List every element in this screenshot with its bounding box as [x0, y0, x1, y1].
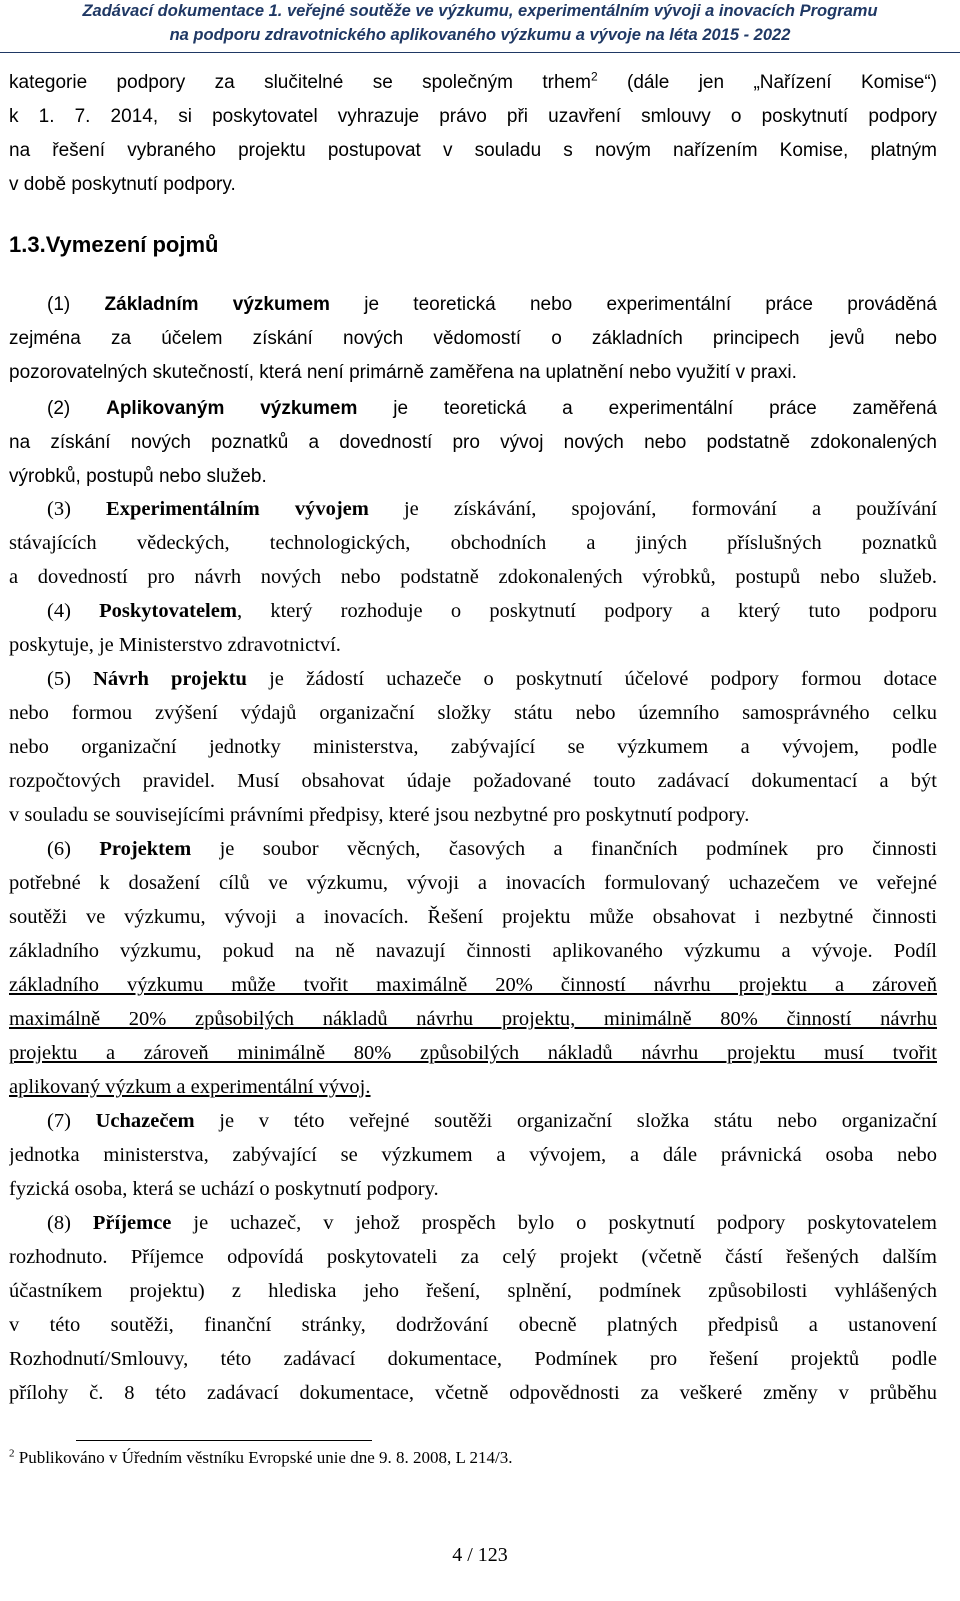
definition-paragraph-2 [9, 392, 937, 494]
defined-term: Aplikovaným výzkumem [106, 398, 358, 419]
defined-term: Poskytovatelem [99, 600, 237, 622]
definition-paragraph-1 [9, 288, 937, 390]
definition-paragraph-5 [9, 662, 937, 832]
intro-line [9, 66, 937, 100]
paragraph-line: zejména za účelem získání nových vědomostí o základních principech jevů nebo [9, 328, 937, 349]
paragraph-line: potřebné k dosažení cílů ve výzkumu, vývoji a inovacích formulovaný uchazečem ve veřejné [9, 872, 937, 894]
paragraph-line: poskytuje, je Ministerstvo zdravotnictví. [9, 634, 341, 656]
intro-text: (dále jen „Nařízení Komise“) [597, 72, 937, 93]
paragraph-line [9, 832, 937, 866]
paragraph-line [9, 594, 937, 628]
paragraph-text: je teoretická a experimentální práce zaměřená [357, 398, 937, 419]
footnote-reference[interactable]: 2 [590, 69, 598, 84]
underlined-line: projektu a zároveň minimálně 80% způsobilých nákladů návrhu projektu musí tvořit [9, 1042, 937, 1064]
defined-term: Příjemce [92, 1212, 172, 1234]
paragraph-line: stávajících vědeckých, technologických, obchodních a jiných příslušných poznatků [9, 532, 937, 554]
footnote-mark: 2 [9, 1447, 15, 1460]
paragraph-line: základního výzkumu, pokud na ně navazují činnosti aplikovaného výzkumu a vývoje. Podíl [9, 940, 937, 962]
footnote-separator [76, 1440, 372, 1441]
intro-line: k 1. 7. 2014, si poskytovatel vyhrazuje právo při uzavření smlouvy o poskytnutí podpory [9, 106, 937, 127]
defined-term: Základním výzkumem [104, 294, 330, 315]
paragraph-line: nebo formou zvýšení výdajů organizační složky státu nebo územního samosprávného celku [9, 702, 937, 724]
paragraph-line [9, 492, 937, 526]
paragraph-text: je soubor věcných, časových a finančních podmínek pro činnosti [191, 838, 937, 860]
definition-paragraph-4 [9, 594, 937, 662]
paragraph-number: (6) [47, 838, 100, 860]
paragraph-line: Rozhodnutí/Smlouvy, této zadávací dokumentace, Podmínek pro řešení projektů podle [9, 1348, 937, 1370]
paragraph-line: a dovedností pro návrh nových nebo podstatně zdokonalených výrobků, postupů nebo služeb. [9, 566, 937, 588]
paragraph-line: rozhodnuto. Příjemce odpovídá poskytovateli za celý projekt (včetně částí řešených dalším [9, 1246, 937, 1268]
paragraph-number: (1) [47, 294, 105, 315]
underlined-line: základního výzkumu může tvořit maximálně 20% činností návrhu projektu a zároveň [9, 974, 937, 996]
paragraph-line: jednotka ministerstva, zabývající se výzkumem a vývojem, a dále právnická osoba nebo [9, 1144, 937, 1166]
header-divider [0, 52, 960, 53]
definition-paragraph-8 [9, 1206, 937, 1410]
intro-text: kategorie podpory za slučitelné se společným trhem [9, 72, 591, 93]
document-header-line-2: na podporu zdravotnického aplikovaného výzkumu a vývoje na léta 2015 - 2022 [169, 26, 791, 44]
definition-paragraph-7 [9, 1104, 937, 1206]
paragraph-text: , který rozhoduje o poskytnutí podpory a který tuto podporu [236, 600, 937, 622]
paragraph-text: je žádostí uchazeče o poskytnutí účelové podpory formou dotace [246, 668, 937, 690]
paragraph-text: je teoretická nebo experimentální práce prováděná [329, 294, 937, 315]
paragraph-line: přílohy č. 8 této zadávací dokumentace, včetně odpovědnosti za veškeré změny v průběhu [9, 1382, 937, 1404]
paragraph-line: výrobků, postupů nebo služeb. [9, 466, 267, 487]
paragraph-number: (3) [47, 498, 107, 520]
section-title: Vymezení pojmů [45, 232, 219, 257]
paragraph-line [9, 288, 937, 322]
paragraph-text: je v této veřejné soutěži organizační složka státu nebo organizační [194, 1110, 937, 1132]
defined-term: Projektem [99, 838, 192, 860]
paragraph-line: nebo organizační jednotky ministerstva, zabývající se výzkumem a vývojem, podle [9, 736, 937, 758]
intro-line: na řešení vybraného projektu postupovat v souladu s novým nařízením Komise, platným [9, 140, 937, 161]
paragraph-line [9, 662, 937, 696]
paragraph-number: (7) [47, 1110, 96, 1132]
paragraph-number: (2) [47, 398, 107, 419]
intro-line: v době poskytnutí podpory. [9, 174, 236, 195]
section-number: 1.3. [9, 232, 46, 257]
footnote-text: Publikováno v Úředním věstníku Evropské unie dne 9. 8. 2008, L 214/3. [14, 1448, 513, 1467]
footnote [9, 1448, 512, 1468]
underlined-line [9, 1070, 937, 1104]
paragraph-line [9, 1206, 937, 1240]
paragraph-number: (8) [47, 1212, 93, 1234]
paragraph-text: je uchazeč, v jehož prospěch bylo o poskytnutí podpory poskytovatelem [171, 1212, 937, 1234]
paragraph-line: rozpočtových pravidel. Musí obsahovat údaje požadované touto zadávací dokumentací a být [9, 770, 937, 792]
definition-paragraph-6 [9, 832, 937, 1104]
underlined-line: maximálně 20% způsobilých nákladů návrhu projektu, minimálně 80% činností návrhu [9, 1008, 937, 1030]
paragraph-line: na získání nových poznatků a dovedností pro vývoj nových nebo podstatně zdokonalených [9, 432, 937, 453]
paragraph-line: v této soutěži, finanční stránky, dodržování obecně platných předpisů a ustanovení [9, 1314, 937, 1336]
intro-paragraph [9, 66, 937, 202]
page-number: 4 / 123 [452, 1544, 508, 1566]
definition-paragraph-3 [9, 492, 937, 594]
paragraph-number: (4) [47, 600, 100, 622]
paragraph-line: fyzická osoba, která se uchází o poskytnutí podpory. [9, 1178, 439, 1200]
underlined-text: aplikovaný výzkum a experimentální vývoj. [9, 1076, 371, 1098]
defined-term: Návrh projektu [93, 668, 247, 690]
defined-term: Experimentálním vývojem [106, 498, 369, 520]
paragraph-line: v souladu se souvisejícími právními předpisy, které jsou nezbytné pro poskytnutí podpory. [9, 804, 750, 826]
paragraph-line [9, 392, 937, 426]
section-heading [9, 232, 218, 258]
paragraph-number: (5) [47, 668, 94, 690]
paragraph-line: soutěži ve výzkumu, vývoji a inovacích. Řešení projektu může obsahovat i nezbytné činnosti [9, 906, 937, 928]
document-header-line-1: Zadávací dokumentace 1. veřejné soutěže ve výzkumu, experimentálním vývoji a inovacích Programu [82, 2, 878, 20]
paragraph-text: je získávání, spojování, formování a používání [368, 498, 937, 520]
defined-term: Uchazečem [95, 1110, 195, 1132]
paragraph-line: pozorovatelných skutečností, která není primárně zaměřena na uplatnění nebo využití v praxi. [9, 362, 797, 383]
paragraph-line: účastníkem projektu) z hlediska jeho řešení, splnění, podmínek způsobilosti vyhlášených [9, 1280, 937, 1302]
paragraph-line [9, 1104, 937, 1138]
